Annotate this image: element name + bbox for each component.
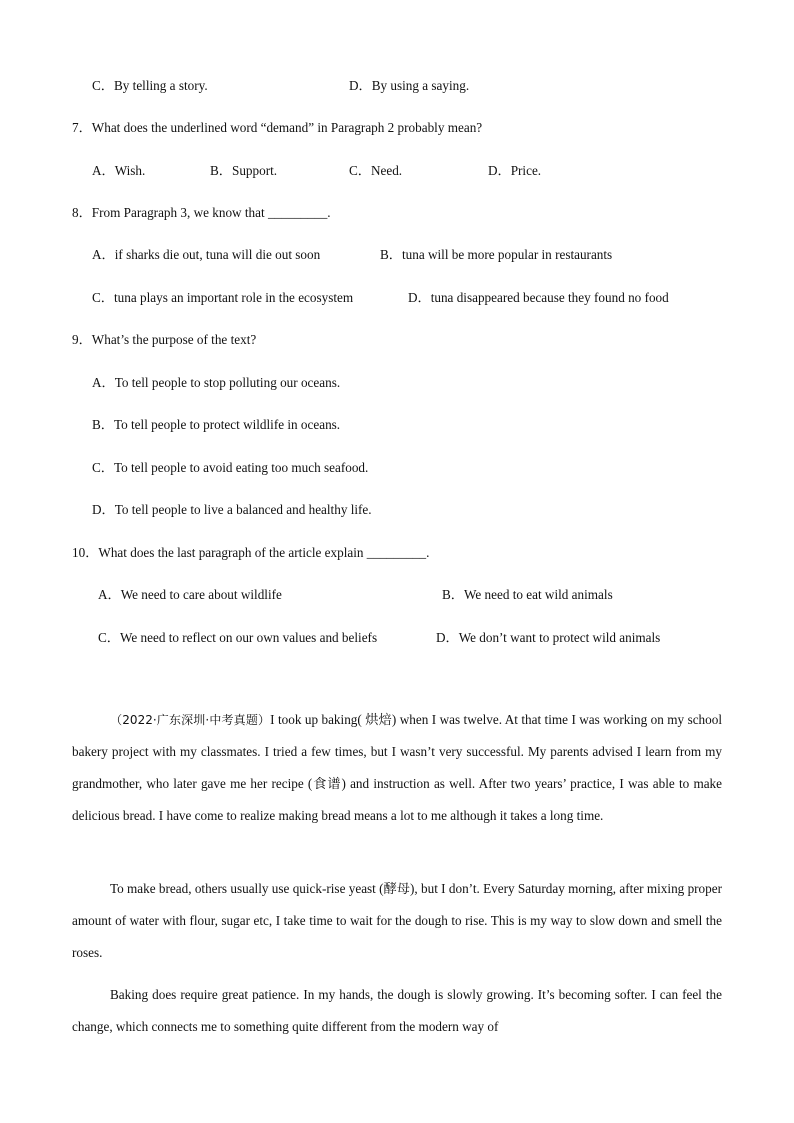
q8-stem: 8．From Paragraph 3, we know that _________. bbox=[72, 205, 331, 220]
q8-option-b: B．tuna will be more popular in restaurants bbox=[380, 247, 613, 262]
q7-stem: 7．What does the underlined word “demand” in Paragraph 2 probably mean? bbox=[72, 120, 483, 135]
q8-option-a: A．if sharks die out, tuna will die out soon bbox=[92, 247, 321, 262]
q9-option-c: C．To tell people to avoid eating too much seafood. bbox=[92, 460, 369, 475]
q8-option-d: D．tuna disappeared because they found no food bbox=[408, 290, 669, 305]
q10-option-a: A．We need to care about wildlife bbox=[98, 587, 282, 602]
passage-paragraph-2 bbox=[72, 873, 722, 969]
passage-paragraph-3 bbox=[72, 979, 722, 1043]
passage-paragraph-3-text: Baking does require great patience. In my hands, the dough is slowly growing. It’s becoming softer. I can feel the change, which connects me to something quite different from the modern way of bbox=[72, 987, 722, 1034]
q10-option-d: D．We don’t want to protect wild animals bbox=[436, 630, 661, 645]
q9-option-d: D．To tell people to live a balanced and healthy life. bbox=[92, 502, 372, 517]
q10-option-c: C．We need to reflect on our own values and beliefs bbox=[98, 630, 378, 645]
q10-option-b: B．We need to eat wild animals bbox=[442, 587, 613, 602]
q7-option-a: A．Wish. bbox=[92, 163, 146, 178]
q9-option-b: B．To tell people to protect wildlife in oceans. bbox=[92, 417, 341, 432]
passage-paragraph-1-text: I took up baking( 烘焙) when I was twelve. At that time I was working on my school bakery project with my classmates. I tried a few times, but I wasn’t very successful. My parents advised I learn from my grandmother, who later gave me her recipe (食谱) and instruction as well. After two years’ practice, I was able to make delicious bread. I have come to realize making bread means a lot to me although it takes a long time. bbox=[72, 712, 723, 823]
q10-stem: 10．What does the last paragraph of the article explain _________. bbox=[72, 545, 430, 560]
q7-option-b: B．Support. bbox=[210, 163, 278, 178]
passage-paragraph-1 bbox=[72, 704, 722, 832]
q8-option-c: C．tuna plays an important role in the ecosystem bbox=[92, 290, 354, 305]
q6-option-c: C．By telling a story. bbox=[92, 78, 208, 93]
q7-option-d: D．Price. bbox=[488, 163, 542, 178]
q9-stem: 9．What’s the purpose of the text? bbox=[72, 332, 257, 347]
passage-paragraph-2-text: To make bread, others usually use quick-rise yeast (酵母), but I don’t. Every Saturday morning, after mixing proper amount of water with flour, sugar etc, I take time to wait for the dough to rise. This is my way to slow down and smell the roses. bbox=[72, 881, 722, 960]
q6-option-d: D．By using a saying. bbox=[349, 78, 470, 93]
q7-option-c: C．Need. bbox=[349, 163, 403, 178]
passage-source: （2022·广东深圳·中考真题） bbox=[110, 713, 271, 727]
q9-option-a: A．To tell people to stop polluting our oceans. bbox=[92, 375, 341, 390]
